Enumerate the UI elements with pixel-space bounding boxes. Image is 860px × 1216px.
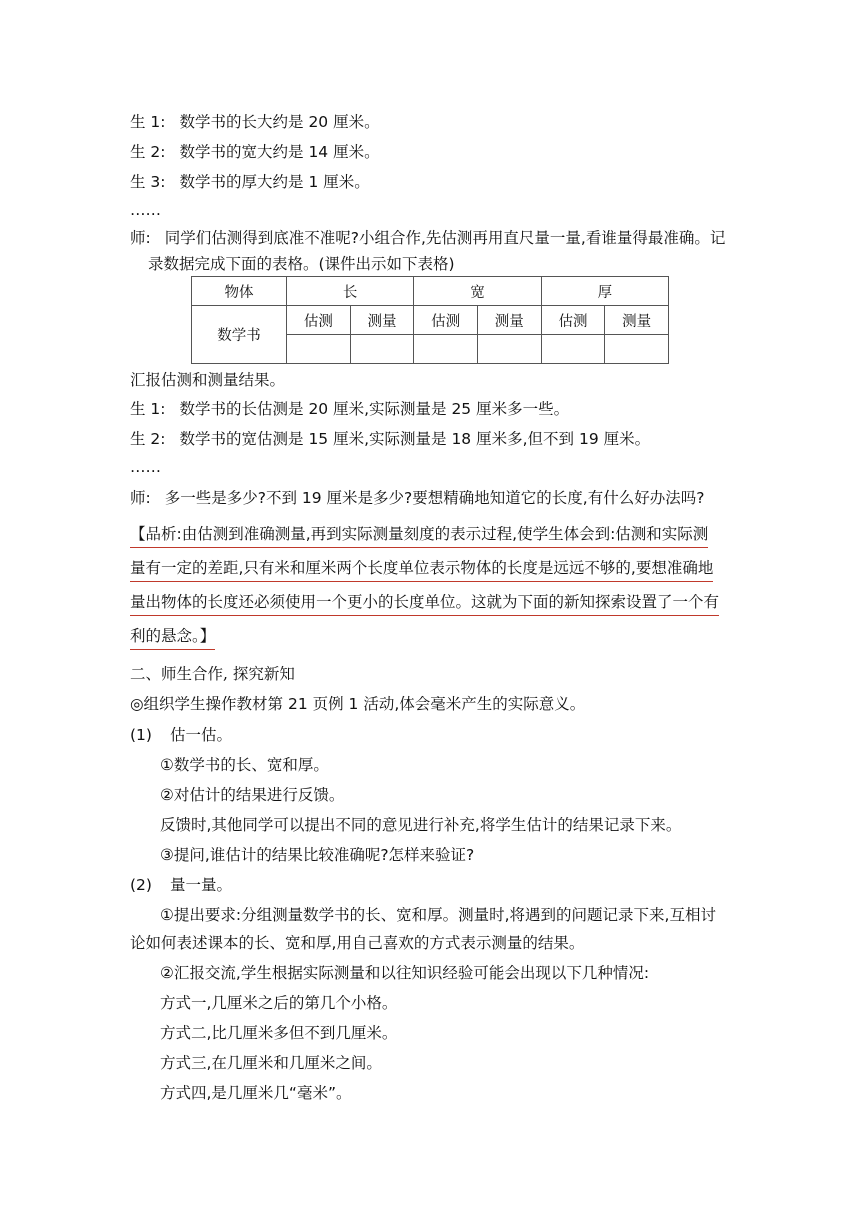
subheader-measure: 测量 — [350, 306, 414, 335]
student-result-1 — [130, 399, 569, 419]
empty-cell — [350, 335, 414, 364]
line-text: 数学书的厚大约是 1 厘米。 — [179, 173, 370, 191]
ellipsis-2: …… — [130, 458, 161, 476]
speaker-label: 师: — [130, 489, 151, 507]
header-length: 长 — [287, 277, 414, 306]
step-title: 量一量。 — [169, 876, 232, 894]
step-1-heading — [130, 725, 232, 745]
speaker-label: 生 2: — [130, 430, 166, 448]
line-text: 数学书的宽大约是 14 厘米。 — [179, 143, 380, 161]
ellipsis-1: …… — [130, 201, 161, 219]
teacher-line-2 — [130, 488, 704, 508]
step-2-requirement: ①提出要求:分组测量数学书的长、宽和厚。测量时,将遇到的问题记录下来,互相讨 — [160, 906, 716, 924]
line-text: 多一些是多少?不到 19 厘米是多少?要想精确地知道它的长度,有什么好办法吗? — [164, 489, 705, 507]
empty-cell — [287, 335, 351, 364]
way-item: 方式二,比几厘米多但不到几厘米。 — [160, 1024, 398, 1042]
line-text: 数学书的宽估测是 15 厘米,实际测量是 18 厘米多,但不到 19 厘米。 — [179, 430, 651, 448]
speaker-label: 生 2: — [130, 143, 166, 161]
subheader-measure: 测量 — [605, 306, 669, 335]
empty-cell — [605, 335, 669, 364]
speaker-label: 师: — [130, 229, 151, 247]
measurement-table — [191, 276, 669, 364]
line-text: 数学书的长估测是 20 厘米,实际测量是 25 厘米多一些。 — [179, 400, 570, 418]
step-2-report: ②汇报交流,学生根据实际测量和以往知识经验可能会出现以下几种情况: — [160, 964, 650, 982]
step-title: 估一估。 — [169, 726, 232, 744]
step-1-item: 反馈时,其他同学可以提出不同的意见进行补充,将学生估计的结果记录下来。 — [160, 816, 682, 834]
empty-cell — [541, 335, 605, 364]
activity-line: ◎组织学生操作教材第 21 页例 1 活动,体会毫米产生的实际意义。 — [130, 695, 586, 713]
subheader-estimate: 估测 — [414, 306, 478, 335]
header-thickness: 厚 — [541, 277, 668, 306]
student-result-2 — [130, 429, 650, 449]
report-heading: 汇报估测和测量结果。 — [130, 371, 286, 389]
step-1-item: ②对估计的结果进行反馈。 — [160, 786, 345, 804]
step-2-requirement-cont: 论如何表述课本的长、宽和厚,用自己喜欢的方式表示测量的结果。 — [130, 934, 585, 952]
step-number: (1) — [130, 726, 152, 744]
student-line-1 — [130, 112, 380, 132]
line-text: 同学们估测得到底准不准呢?小组合作,先估测再用直尺量一量,看谁量得最准确。记 — [164, 229, 726, 247]
analysis-line: 量出物体的长度还必须使用一个更小的长度单位。这就为下面的新知探索设置了一个有 — [130, 592, 719, 616]
empty-cell — [414, 335, 478, 364]
header-object: 物体 — [192, 277, 287, 306]
way-item: 方式四,是几厘米几“毫米”。 — [160, 1084, 352, 1102]
speaker-label: 生 3: — [130, 173, 166, 191]
header-width: 宽 — [414, 277, 541, 306]
analysis-line: 量有一定的差距,只有米和厘米两个长度单位表示物体的长度是远远不够的,要想准确地 — [130, 558, 713, 582]
subheader-estimate: 估测 — [541, 306, 605, 335]
analysis-line: 【品析:由估测到准确测量,再到实际测量刻度的表示过程,使学生体会到:估测和实际测 — [130, 524, 708, 548]
student-line-3 — [130, 172, 370, 192]
student-line-2 — [130, 142, 380, 162]
empty-cell — [477, 335, 541, 364]
step-2-heading — [130, 875, 232, 895]
way-item: 方式一,几厘米之后的第几个小格。 — [160, 994, 398, 1012]
step-number: (2) — [130, 876, 152, 894]
step-1-item: ①数学书的长、宽和厚。 — [160, 756, 329, 774]
teacher-line-1-cont: 录数据完成下面的表格。(课件出示如下表格) — [148, 255, 455, 273]
speaker-label: 生 1: — [130, 113, 166, 131]
section-heading: 二、师生合作, 探究新知 — [130, 665, 295, 683]
teacher-line-1 — [130, 228, 725, 248]
step-1-item: ③提问,谁估计的结果比较准确呢?怎样来验证? — [160, 846, 475, 864]
speaker-label: 生 1: — [130, 400, 166, 418]
subheader-measure: 测量 — [477, 306, 541, 335]
line-text: 数学书的长大约是 20 厘米。 — [179, 113, 380, 131]
subheader-estimate: 估测 — [287, 306, 351, 335]
row-label-math-book: 数学书 — [192, 306, 287, 364]
way-item: 方式三,在几厘米和几厘米之间。 — [160, 1054, 382, 1072]
analysis-line: 利的悬念。】 — [130, 626, 215, 650]
